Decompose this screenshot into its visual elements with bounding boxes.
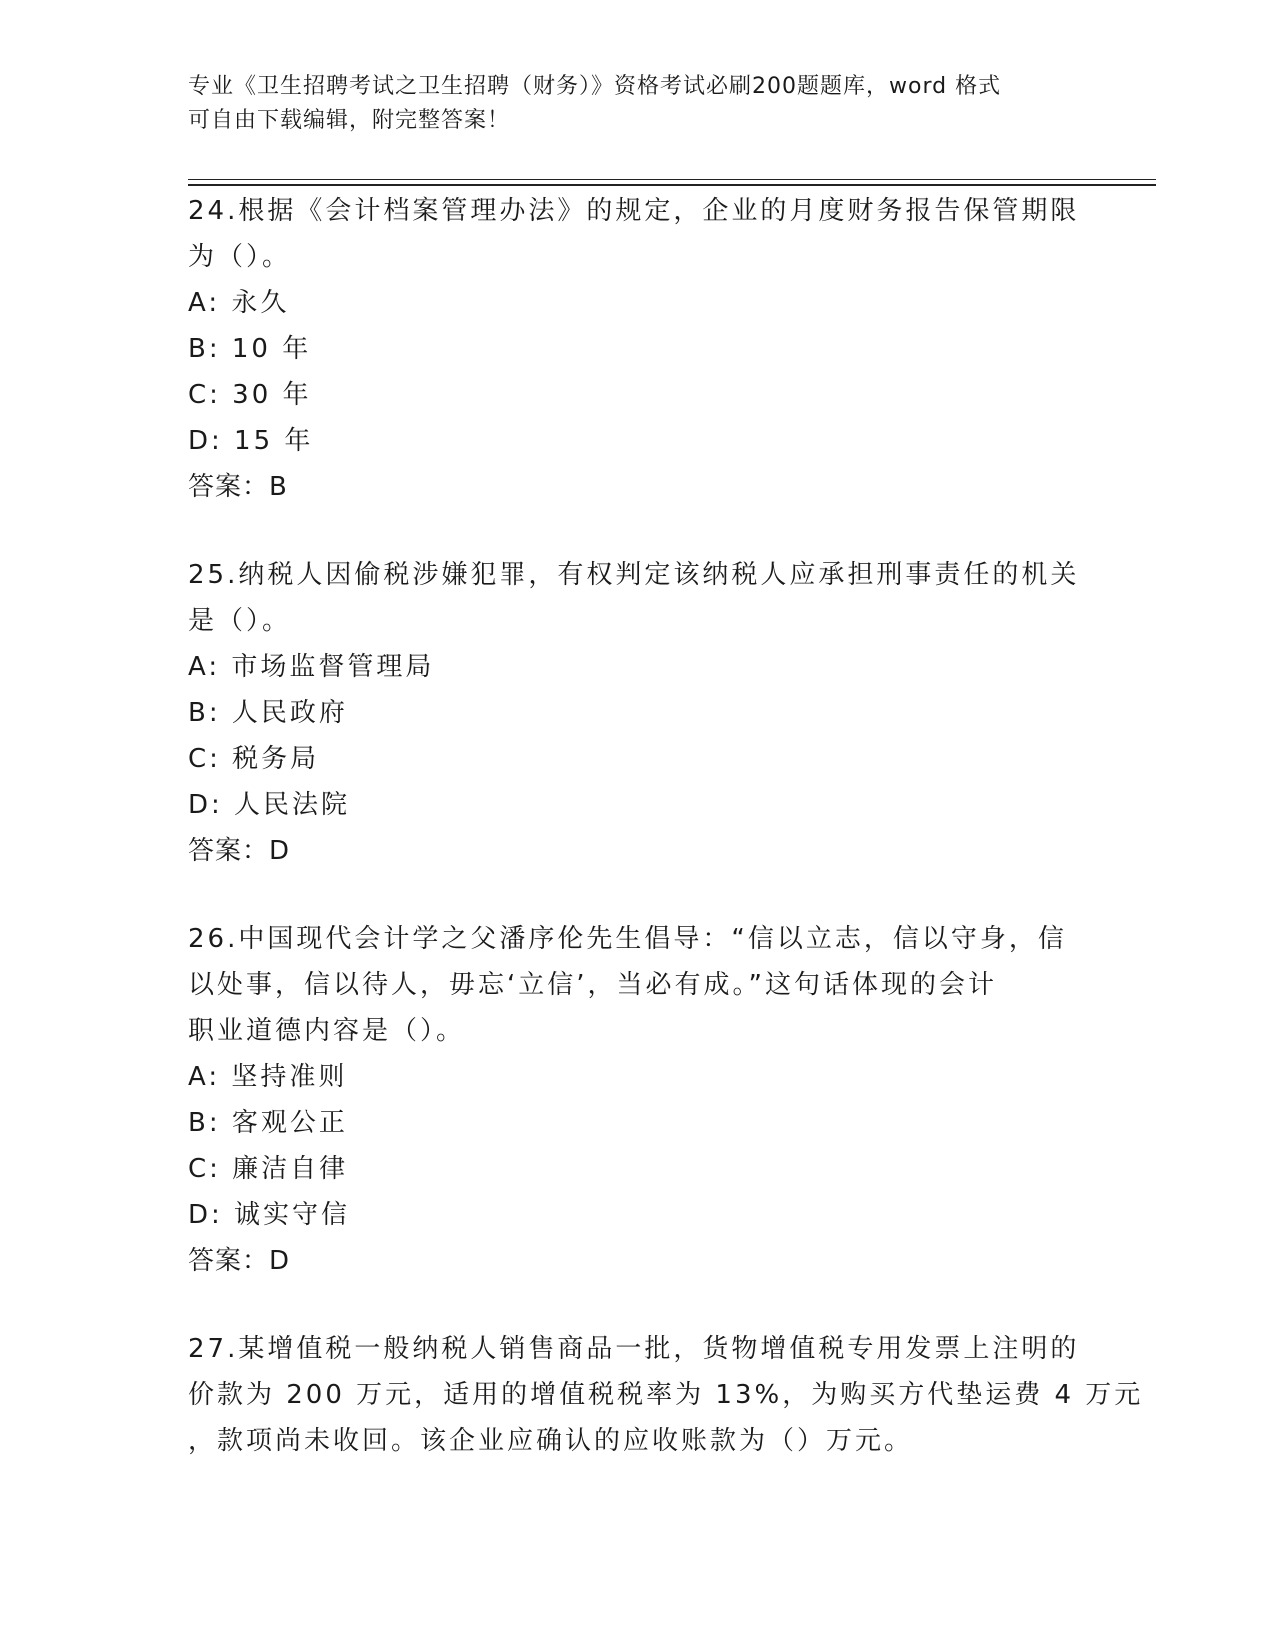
question-24 bbox=[188, 188, 1088, 510]
question-stem-line: 为（）。 bbox=[188, 242, 292, 272]
option-b: B: 客观公正 bbox=[188, 1108, 348, 1138]
header-line-1: 专业《卫生招聘考试之卫生招聘（财务）》资格考试必刷200题题库，word 格式 bbox=[188, 74, 1002, 99]
option-d: D: 15 年 bbox=[188, 426, 314, 456]
option-d: D: 诚实守信 bbox=[188, 1200, 351, 1230]
answer-label: 答案：D bbox=[188, 1246, 291, 1276]
option-a: A: 坚持准则 bbox=[188, 1062, 348, 1092]
option-c: C: 税务局 bbox=[188, 744, 320, 774]
answer-label: 答案：D bbox=[188, 836, 291, 866]
document-header bbox=[188, 70, 1068, 138]
question-stem-line: 27.某增值税一般纳税人销售商品一批，货物增值税专用发票上注明的 bbox=[188, 1334, 1080, 1364]
option-b: B: 人民政府 bbox=[188, 698, 348, 728]
question-stem-line: 24.根据《会计档案管理办法》的规定，企业的月度财务报告保管期限 bbox=[188, 196, 1080, 226]
answer-label: 答案：B bbox=[188, 472, 288, 502]
header-line-2: 可自由下载编辑，附完整答案！ bbox=[188, 108, 511, 133]
option-a: A: 永久 bbox=[188, 288, 290, 318]
question-26 bbox=[188, 916, 1088, 1284]
option-c: C: 廉洁自律 bbox=[188, 1154, 349, 1184]
header-divider-thick bbox=[188, 184, 1156, 186]
question-25 bbox=[188, 552, 1088, 874]
question-stem-line: 25.纳税人因偷税涉嫌犯罪，有权判定该纳税人应承担刑事责任的机关 bbox=[188, 560, 1080, 590]
question-stem-line: 职业道德内容是（）。 bbox=[188, 1016, 466, 1046]
question-stem-line: 价款为 200 万元，适用的增值税税率为 13%，为购买方代垫运费 4 万元 bbox=[188, 1380, 1144, 1410]
question-stem-line: 是（）。 bbox=[188, 606, 292, 636]
header-divider-thin bbox=[188, 179, 1156, 180]
option-b: B: 10 年 bbox=[188, 334, 312, 364]
option-d: D: 人民法院 bbox=[188, 790, 351, 820]
question-stem-line: 26.中国现代会计学之父潘序伦先生倡导：“信以立志，信以守身，信 bbox=[188, 924, 1067, 954]
question-stem-line: ，款项尚未收回。该企业应确认的应收账款为（）万元。 bbox=[188, 1426, 914, 1456]
question-27 bbox=[188, 1326, 1144, 1464]
question-stem-line: 以处事，信以待人，毋忘‘立信’，当必有成。”这句话体现的会计 bbox=[188, 970, 997, 1000]
option-c: C: 30 年 bbox=[188, 380, 312, 410]
option-a: A: 市场监督管理局 bbox=[188, 652, 435, 682]
